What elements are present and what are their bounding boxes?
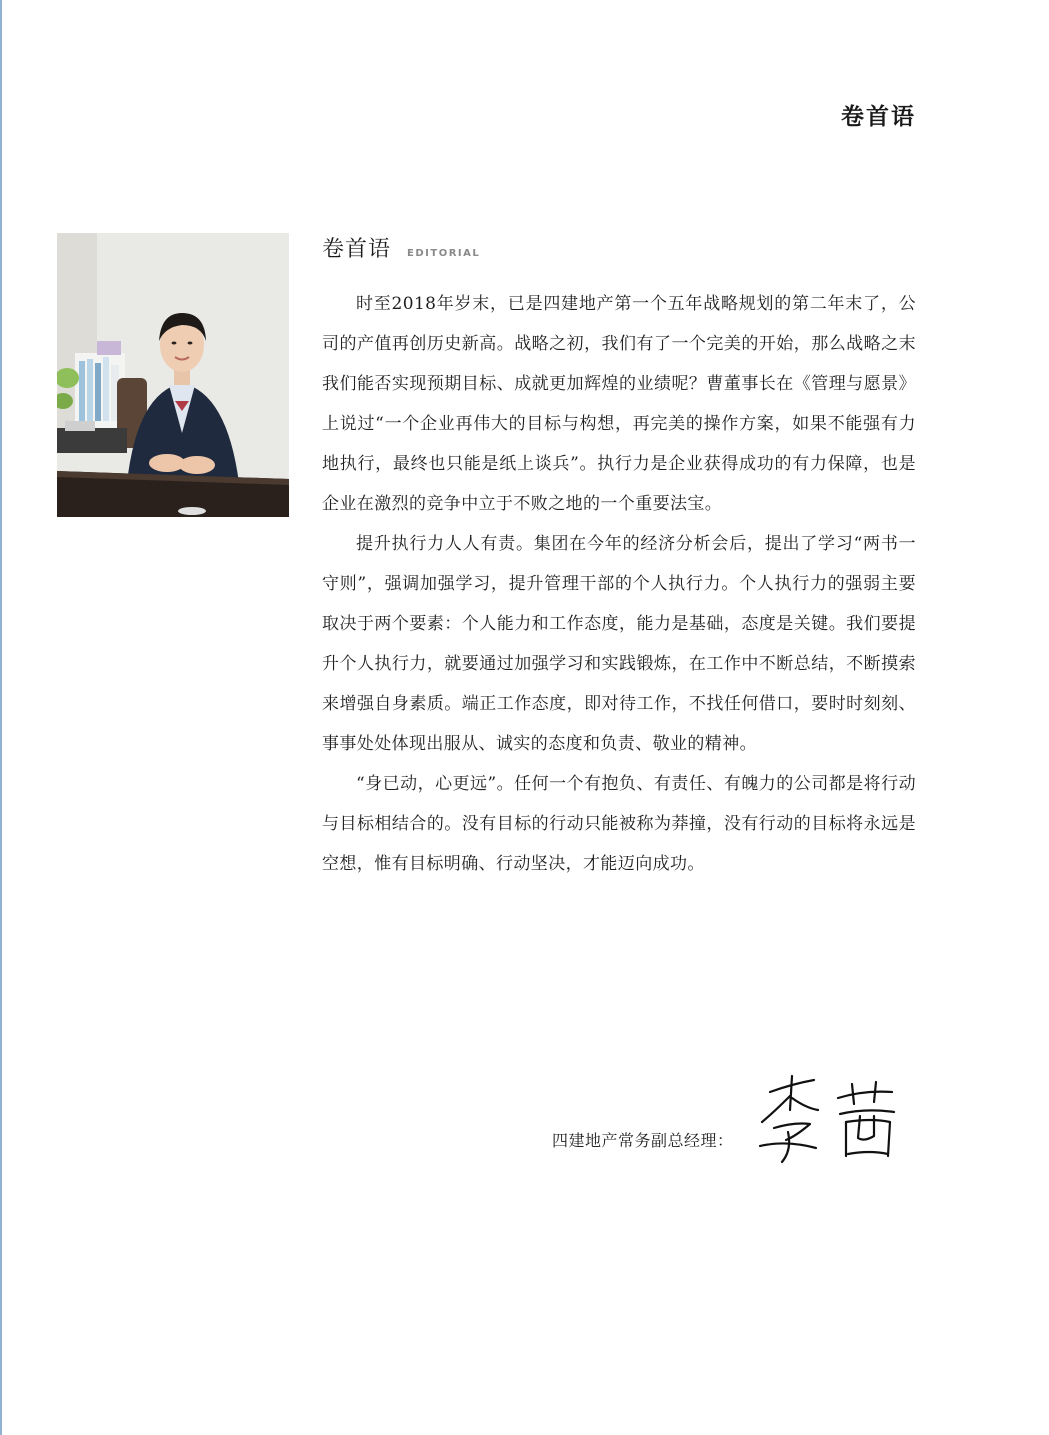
- portrait-photo: [57, 233, 289, 517]
- running-header: 卷首语: [841, 104, 916, 130]
- paragraph: 提升执行力人人有责。集团在今年的经济分析会后，提出了学习“两书一守则”，强调加强学习，提升管理干部的个人执行力。个人执行力的强弱主要取决于两个要素：个人能力和工作态度，能力是基础，态度是关键。我们要提升个人执行力，就要通过加强学习和实践锻炼，在工作中不断总结，不断摸索来增强自身素质。端正工作态度，即对待工作，不找任何借口，要时时刻刻、事事处处体现出服从、诚实的态度和负责、敬业的精神。: [322, 534, 916, 754]
- handwritten-signature: [752, 1070, 902, 1170]
- paragraph: “身已动，心更远”。任何一个有抱负、有责任、有魄力的公司都是将行动与目标相结合的。没有目标的行动只能被称为莽撞，没有行动的目标将永远是空想，惟有目标明确、行动坚决，才能迈向成功。: [322, 774, 916, 874]
- signature-title: 四建地产常务副总经理：: [552, 1131, 734, 1150]
- section-label: EDITORIAL: [407, 248, 481, 259]
- paragraph: 时至2018年岁末，已是四建地产第一个五年战略规划的第二年末了，公司的产值再创历史新高。战略之初，我们有了一个完美的开始，那么战略之末我们能否实现预期目标、成就更加辉煌的业绩呢？曹董事长在《管理与愿景》上说过“一个企业再伟大的目标与构想，再完美的操作方案，如果不能强有力地执行，最终也只能是纸上谈兵”。执行力是企业获得成功的有力保障，也是企业在激烈的竞争中立于不败之地的一个重要法宝。: [322, 294, 916, 514]
- page-edge-rule: [0, 0, 2, 1435]
- article-body: [322, 284, 916, 884]
- section-title: 卷首语: [322, 237, 392, 262]
- signature-block: [552, 1070, 912, 1180]
- section-heading: [322, 232, 480, 263]
